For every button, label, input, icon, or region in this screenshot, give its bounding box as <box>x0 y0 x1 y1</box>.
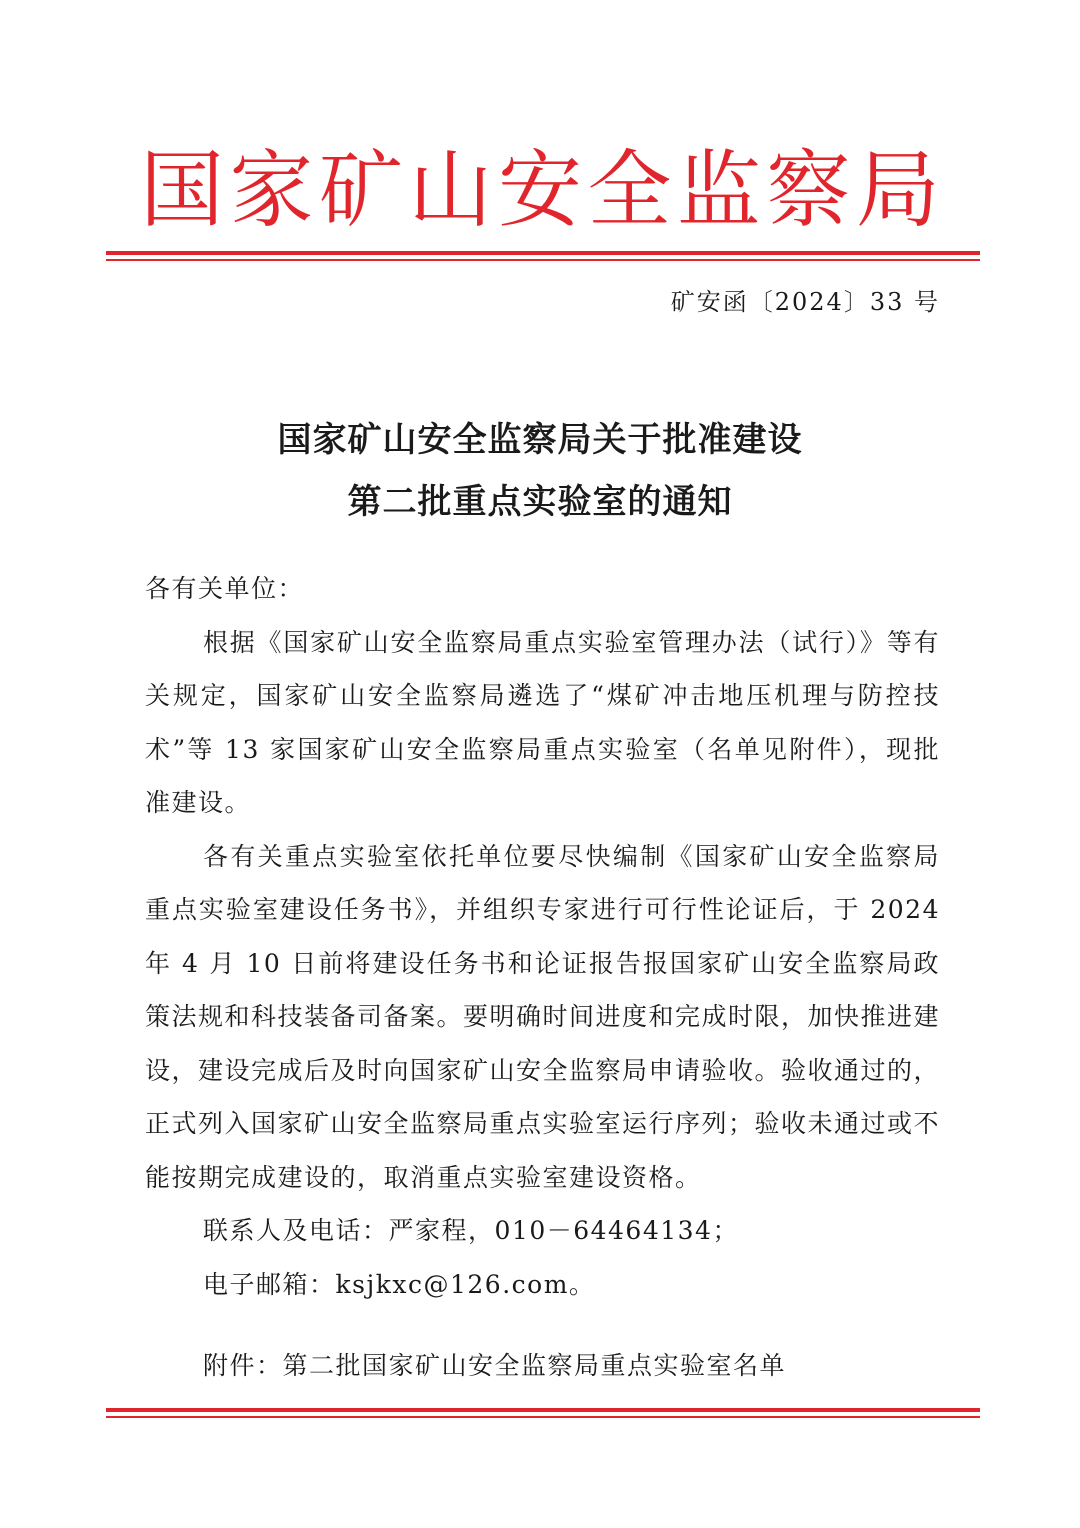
document-body <box>145 562 940 1393</box>
header-char: 矿 <box>318 141 403 239</box>
contact-line: 联系人及电话：严家程，010－64464134； <box>203 1216 739 1245</box>
salutation: 各有关单位： <box>145 574 305 603</box>
header-char: 察 <box>766 141 851 239</box>
header-char: 家 <box>229 141 314 239</box>
email-line: 电子邮箱：ksjkxc@126.com。 <box>203 1269 596 1299</box>
header-char: 山 <box>408 141 493 239</box>
body-paragraph-2: 各有关重点实验室依托单位要尽快编制《国家矿山安全监察局重点实验室建设任务书》，并组织专家进行可行性论证后，于 2024 年 4 月 10 日前将建设任务书和论证报告报国家矿山安全监察局政策法规和科技装备司备案。要明确时间进度和完成时限，加快推进建设，建设完成后及时向国家矿山安全监察局申请验收。验收通过的，正式列入国家矿山安全监察局重点实验室运行序列；验收未通过或不能按期完成建设的，取消重点实验室建设资格。 <box>145 841 941 1192</box>
issuing-authority-header <box>140 140 940 240</box>
header-char: 局 <box>855 141 940 239</box>
header-char: 全 <box>587 141 672 239</box>
header-char: 监 <box>676 141 761 239</box>
spacer <box>145 1311 940 1339</box>
body-paragraph-1: 根据《国家矿山安全监察局重点实验室管理办法（试行）》等有关规定，国家矿山安全监察局遴选了“煤矿冲击地压机理与防控技术”等 13 家国家矿山安全监察局重点实验室（名单见附件），现批准建设。 <box>145 627 940 817</box>
document-title-line-2: 第二批重点实验室的通知 <box>347 482 733 522</box>
header-char: 安 <box>497 141 582 239</box>
footer-red-rule <box>106 1408 980 1418</box>
header-red-rule <box>106 251 980 261</box>
document-title-line-1: 国家矿山安全监察局关于批准建设 <box>277 420 803 460</box>
attachment-line: 附件：第二批国家矿山安全监察局重点实验室名单 <box>203 1351 787 1380</box>
header-char: 国 <box>140 141 225 239</box>
document-number: 矿安函〔2024〕33 号 <box>670 288 940 316</box>
